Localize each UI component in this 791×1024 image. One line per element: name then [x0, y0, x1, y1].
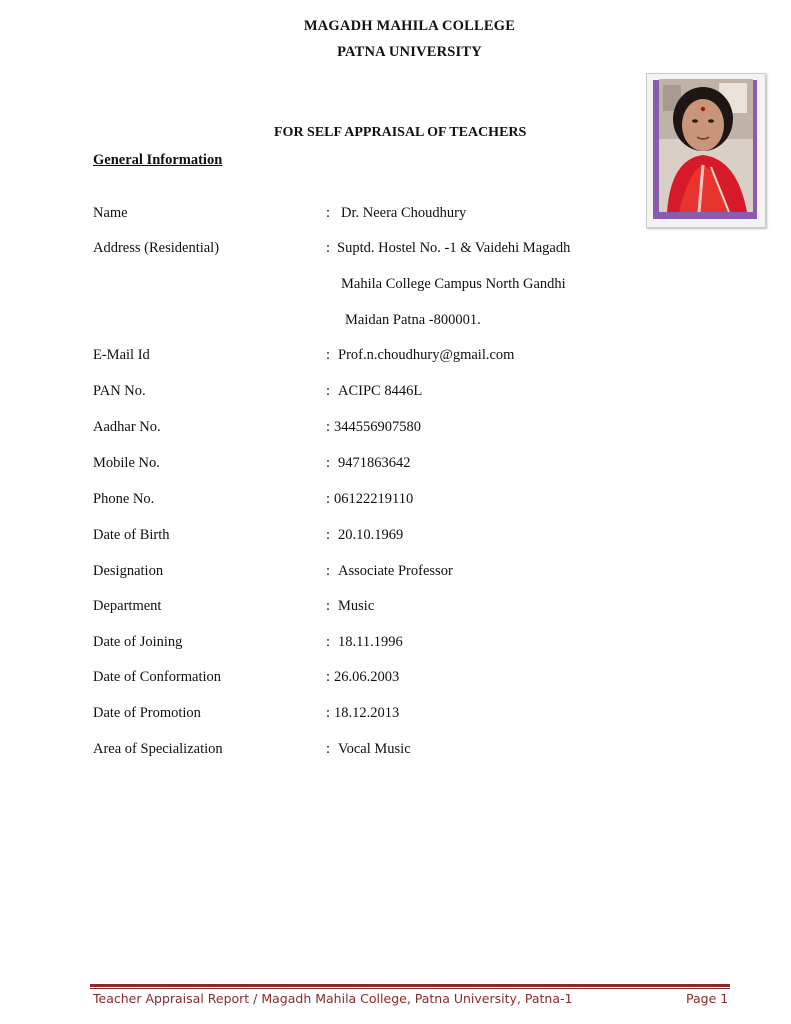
dob-value: 20.10.1969 [338, 527, 404, 543]
designation-label: Designation [93, 563, 164, 579]
pan-value: ACIPC 8446L [338, 383, 423, 399]
section-title: General Information [93, 152, 223, 168]
footer-rule-thick [90, 984, 730, 987]
university-name: PATNA UNIVERSITY [337, 44, 482, 60]
dob-label: Date of Birth [93, 527, 170, 543]
name-value: Dr. Neera Choudhury [341, 205, 467, 221]
aadhar-colon: : [326, 419, 331, 435]
footer-rule-thin [90, 988, 730, 989]
department-label: Department [93, 598, 162, 614]
portrait-photo [646, 73, 766, 228]
dob-colon: : [326, 527, 331, 543]
name-label: Name [93, 205, 128, 221]
mobile-label: Mobile No. [93, 455, 160, 471]
conformation-label: Date of Conformation [93, 669, 222, 685]
mobile-colon: : [326, 455, 331, 471]
address-line-1: Suptd. Hostel No. -1 & Vaidehi Magadh [337, 240, 571, 256]
email-value: Prof.n.choudhury@gmail.com [338, 347, 515, 363]
promotion-value: 18.12.2013 [334, 705, 400, 721]
phone-label: Phone No. [93, 491, 155, 507]
joining-label: Date of Joining [93, 634, 183, 650]
form-title: FOR SELF APPRAISAL OF TEACHERS [274, 125, 527, 140]
specialization-label: Area of Specialization [93, 741, 223, 757]
footer-title: Teacher Appraisal Report / Magadh Mahila College, Patna University, Patna-1 [93, 991, 573, 1006]
phone-value: 06122219110 [334, 491, 414, 507]
email-label: E-Mail Id [93, 347, 150, 363]
specialization-colon: : [326, 741, 331, 757]
pan-colon: : [326, 383, 331, 399]
specialization-value: Vocal Music [338, 741, 411, 757]
page-number: Page 1 [686, 991, 729, 1006]
designation-value: Associate Professor [338, 563, 453, 579]
mobile-value: 9471863642 [338, 455, 411, 471]
address-line-2: Mahila College Campus North Gandhi [341, 276, 566, 292]
address-line-3: Maidan Patna -800001. [345, 312, 481, 328]
pan-label: PAN No. [93, 383, 146, 399]
email-colon: : [326, 347, 331, 363]
department-colon: : [326, 598, 331, 614]
name-colon: : [326, 205, 331, 221]
college-name: MAGADH MAHILA COLLEGE [303, 18, 516, 34]
designation-colon: : [326, 563, 331, 579]
phone-colon: : [326, 491, 331, 507]
joining-colon: : [326, 634, 331, 650]
aadhar-label: Aadhar No. [93, 419, 161, 435]
joining-value: 18.11.1996 [338, 634, 403, 650]
conformation-value: 26.06.2003 [334, 669, 400, 685]
department-value: Music [338, 598, 375, 614]
portrait-icon [659, 79, 753, 212]
address-label: Address (Residential) [93, 240, 220, 256]
address-colon: : [326, 240, 331, 256]
conformation-colon: : [326, 669, 331, 685]
promotion-label: Date of Promotion [93, 705, 201, 721]
promotion-colon: : [326, 705, 331, 721]
aadhar-value: 344556907580 [334, 419, 421, 435]
